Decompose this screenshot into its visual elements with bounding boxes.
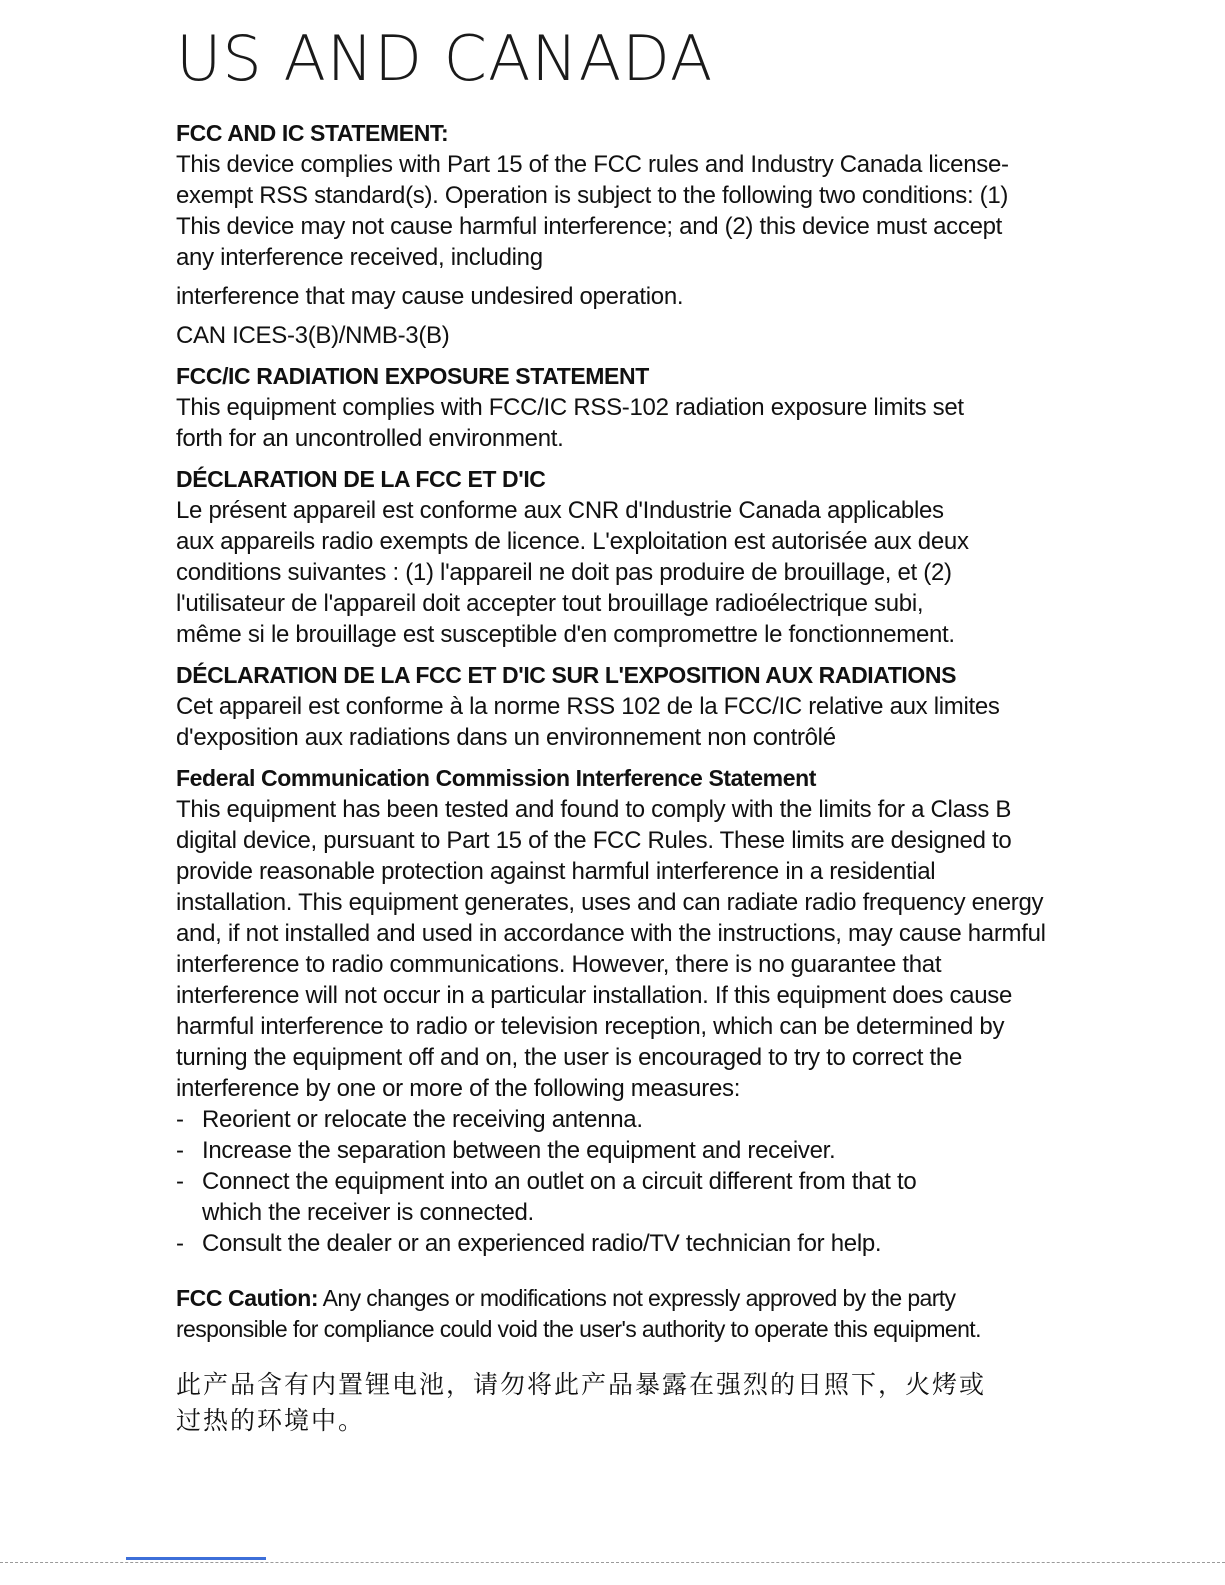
interference-statement-section	[176, 763, 1046, 1259]
paragraph: interference that may cause undesired operation.	[176, 283, 684, 310]
document-body	[176, 118, 1046, 1439]
fcc-caution	[176, 1283, 1046, 1345]
list-item: - Consult the dealer or an experienced radio/TV technician for help.	[176, 1228, 1046, 1259]
paragraph: This equipment complies with FCC/IC RSS-102 radiation exposure limits set forth for an uncontrolled environment.	[176, 394, 964, 452]
page-scroll-marker	[126, 1557, 266, 1560]
paragraph: CAN ICES-3(B)/NMB-3(B)	[176, 322, 450, 349]
paragraph: Cet appareil est conforme à la norme RSS 102 de la FCC/IC relative aux limites d'exposition aux radiations dans un environnement non contrôlé	[176, 693, 1000, 751]
caution-label: FCC Caution:	[176, 1285, 319, 1311]
list-item: - Increase the separation between the equipment and receiver.	[176, 1135, 1046, 1166]
section-heading: FCC/IC RADIATION EXPOSURE STATEMENT	[176, 363, 649, 389]
chinese-battery-warning: 此产品含有内置锂电池，请勿将此产品暴露在强烈的日照下，火烤或过热的环境中。	[176, 1370, 987, 1435]
section-heading: Federal Communication Commission Interference Statement	[176, 765, 817, 791]
declaration-radiation-section	[176, 660, 1046, 753]
page-divider	[0, 1562, 1225, 1563]
section-heading: FCC AND IC STATEMENT:	[176, 120, 449, 146]
paragraph: This equipment has been tested and found to comply with the limits for a Class B digital device, pursuant to Part 15 of the FCC Rules. These limits are designed to provide reasonable protection against harmful interference in a residential installation. This equipment generates, uses and can radiate radio frequency energy and, if not installed and used in accordance with the instructions, may cause harmful interference to radio communications. However, there is no guarantee that interference will not occur in a particular installation. If this equipment does cause harmful interference to radio or television reception, which can be determined by turning the equipment off and on, the user is encouraged to try to correct the interference by one or more of the following measures:	[176, 796, 1046, 1102]
section-heading: DÉCLARATION DE LA FCC ET D'IC SUR L'EXPOSITION AUX RADIATIONS	[176, 662, 957, 688]
measures-list	[176, 1104, 1046, 1259]
paragraph: Le présent appareil est conforme aux CNR d'Industrie Canada applicables aux appareils radio exempts de licence. L'exploitation est autorisée aux deux conditions suivantes : (1) l'appareil ne doit pas produire de brouillage, et (2) l'utilisateur de l'appareil doit accepter tout brouillage radioélectrique subi, même si le brouillage est susceptible d'en compromettre le fonctionnement.	[176, 497, 969, 648]
list-item: - Reorient or relocate the receiving antenna.	[176, 1104, 1046, 1135]
declaration-section	[176, 464, 1046, 650]
paragraph: This device complies with Part 15 of the FCC rules and Industry Canada license-exempt RSS standard(s). Operation is subject to the following two conditions: (1) This device may not cause harmful interference; and (2) this device must accept any interference received, including	[176, 151, 1009, 271]
list-item: - Connect the equipment into an outlet on a circuit different from that to which the receiver is connected.	[176, 1166, 922, 1228]
page-title: US AND CANADA	[176, 22, 714, 95]
fcc-ic-statement-section	[176, 118, 1046, 351]
caution-text: Any changes or modifications not expressly approved by the party responsible for compliance could void the user's authority to operate this equipment.	[176, 1285, 981, 1342]
radiation-exposure-section	[176, 361, 1046, 454]
section-heading: DÉCLARATION DE LA FCC ET D'IC	[176, 466, 546, 492]
